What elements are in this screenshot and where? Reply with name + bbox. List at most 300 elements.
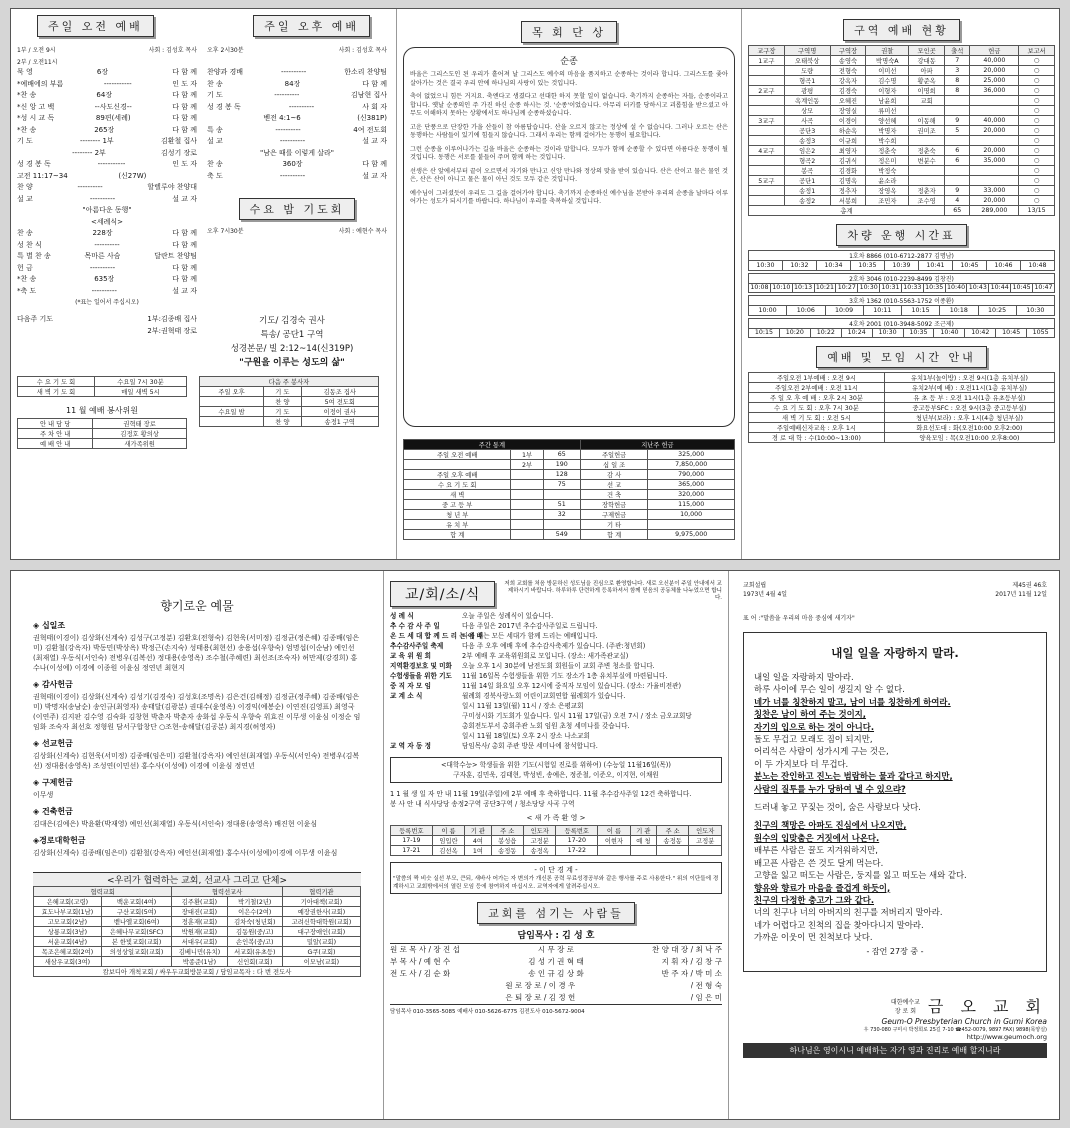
wed-prayer-details	[197, 314, 387, 370]
order-cell: 달란트 찬양팀	[154, 252, 197, 260]
order-cell: 다 함 께	[362, 79, 387, 88]
table-cell: 이동해	[909, 116, 945, 126]
table-cell: 기아대책(교회)	[282, 897, 360, 907]
table-cell: 6	[944, 146, 969, 156]
district-row	[749, 126, 1055, 136]
news-item-label: 추 수 감 사 주 일	[390, 622, 440, 630]
order-cell: -----------	[103, 79, 132, 88]
table-cell: 도량	[784, 66, 830, 76]
poem-line: 어리석은 사람이 성가시게 구는 것은,	[754, 746, 889, 757]
table-cell: 총계	[749, 206, 945, 216]
bus-time: 10:20	[779, 328, 810, 338]
heresy-title: - 이 단 경 계 -	[534, 866, 578, 874]
partner-row	[34, 927, 361, 937]
table-cell: 형곡1	[784, 76, 830, 86]
district-row	[749, 156, 1055, 166]
table-cell: 김귀식	[830, 156, 866, 166]
bus-time: 10:30	[749, 261, 783, 271]
order-cell: -------- 1부	[80, 137, 114, 145]
new-family-header: 기 관	[465, 826, 491, 836]
offering-names: 김상화(신계숙) 김종배(임은미) 김환철(강옥자) 예인선(최재열) 홍수사(이성예)이경예 이무생 이윤심	[33, 849, 338, 857]
district-title: 구역 예배 현황	[843, 19, 960, 41]
bus-title: 차량 운행 시간표	[836, 224, 966, 246]
table-cell: 수요일 7시 30분	[95, 377, 187, 387]
table-cell: 고정분	[689, 836, 722, 846]
next-week-row	[200, 417, 379, 427]
order-cell: -------- 2부	[72, 148, 106, 157]
order-row	[207, 125, 387, 137]
church-url[interactable]: http://www.geumoch.org	[966, 1033, 1047, 1041]
table-cell: 윤소라	[866, 176, 909, 186]
servant-row	[390, 992, 722, 1004]
order-cell: 설 교 자	[172, 286, 197, 295]
table-cell: 이규희	[830, 136, 866, 146]
partner-row	[34, 957, 361, 967]
partner-row	[34, 917, 361, 927]
table-cell	[200, 397, 264, 407]
table-cell: 33,000	[970, 186, 1019, 196]
stats-row	[404, 490, 735, 500]
table-cell	[909, 176, 945, 186]
table-cell: 20,000	[970, 66, 1019, 76]
partners-head-churches: 협력교회	[34, 887, 172, 897]
wed-prayer-time: 오후 7시30분	[207, 228, 244, 235]
bus-time: 10:47	[1034, 284, 1053, 292]
servant-cell: 원 로 목 사 / 장 진 섭	[390, 945, 460, 954]
bus-time: 10:30	[859, 284, 878, 292]
district-row	[749, 166, 1055, 176]
order-cell: 기 도	[17, 137, 33, 145]
table-cell: 송영숙	[830, 56, 866, 66]
table-cell	[970, 136, 1019, 146]
order-cell: 다 함 께	[172, 263, 197, 272]
next-week-row	[200, 407, 379, 417]
table-cell: 1부	[511, 450, 543, 460]
table-cell	[909, 106, 945, 116]
bus-time: 10:09	[825, 306, 863, 316]
offering-names: 권혁태(이경이) 김상화(신계숙) 김성기(김경숙) 김성호(조명옥) 김은건(김해정) 김정균(정주혜) 김종배(임은미) 박명자(송남순) 송인규(최영자) 송태달(김광분) 권대수(윤영옥) 이경익(예봉순) 이연진(김영표) 최영국(이연주) 김지판 김수영 김숙화 김창현 박춘자 박춘자 송화섭 우동식 우향숙 위효진 이무생 이윤심 이정순 임임화 조숙자 최선호 정형원 담서구합창단 ○조현-송해달(김공분) 최지경(허영자)	[33, 693, 361, 731]
order-cell: 다 함 께	[172, 102, 197, 111]
news-item	[390, 611, 722, 621]
news-item-text: 2부 예배 후 교육위원회로 모입니다. (장소: 새가족관교실)	[462, 652, 629, 660]
order-cell: 묵 영	[17, 68, 33, 76]
wed-special-song: 특송/ 공단1 구역	[260, 330, 324, 340]
poem-line: 향유와 향료가 마음을 즐겁게 하듯이,	[754, 882, 891, 893]
table-cell: 새가족위원	[93, 439, 187, 449]
order-row	[207, 159, 387, 171]
district-row	[749, 106, 1055, 116]
table-cell: 안 내 담 당	[18, 419, 93, 429]
info-column	[741, 9, 1060, 559]
table-cell: 25,000	[970, 76, 1019, 86]
founded: 교회설립 1973년 4월 4일	[743, 582, 788, 598]
poem-line: 배고픈 사람은 쓴 것도 달게 먹는다.	[754, 857, 884, 868]
table-cell: 찬 양	[264, 417, 302, 427]
order-cell: ----------	[288, 102, 315, 111]
table-cell: 115,000	[648, 500, 735, 510]
table-cell: 예장권한사(교회)	[282, 907, 360, 917]
table-cell: 김정호 황의상	[93, 429, 187, 439]
order-cell: *찬 송	[17, 275, 37, 283]
am-worship-time: 1부 / 오전 9시 2부 / 오전11시	[17, 47, 58, 66]
table-cell: 325,000	[648, 450, 735, 460]
servant-cell: 반 주 자 / 박 미 소	[661, 969, 722, 978]
table-cell: 박명자	[866, 126, 909, 136]
duty-row	[18, 429, 187, 439]
district-row	[749, 56, 1055, 66]
table-cell: 수 요 기 도 회 : 오후 7시 30분	[749, 403, 885, 413]
wed-scripture: 성경본문/ 빌 2:12~14(신319P)	[230, 344, 354, 354]
table-cell: 주일오전 2부예배 : 오전 11시	[749, 383, 885, 393]
news-item-label: 성 례 식	[390, 612, 414, 620]
bus-times-row	[749, 283, 1055, 293]
order-cell: 찬 송	[207, 79, 223, 88]
schedule-row	[18, 387, 187, 397]
table-cell: 김경숙	[830, 86, 866, 96]
order-cell: *신 앙 고 백	[17, 102, 55, 111]
duty-row	[18, 439, 187, 449]
offering-category: ◈경로대학헌금	[33, 836, 86, 845]
poem-line: 네가 어렵다고 친척의 집을 찾아다니지 말아라.	[754, 919, 924, 930]
order-cell: *축 도	[17, 286, 37, 295]
table-cell: 박기철(2년)	[227, 897, 282, 907]
bus-time: 10:15	[749, 328, 780, 338]
order-cell: 찬양과 경배	[207, 68, 244, 76]
district-row	[749, 186, 1055, 196]
news-item-text: 다음 주 오후 예배 후에 추수감사축제가 있습니다. (주관:청년회)	[462, 642, 646, 650]
table-cell: 효도나부교회(1남)	[34, 907, 102, 917]
order-cell: ----------	[279, 171, 306, 180]
table-cell: 옥계인동	[784, 96, 830, 106]
table-cell: 유 초 등 부 : 오전 11시(1층 유초등부실)	[884, 393, 1054, 403]
table-cell: 유치2부(예 배) : 오전11시(1층 유치부실)	[884, 383, 1054, 393]
order-cell: 다 함 께	[362, 160, 387, 168]
order-cell: 4여 전도회	[353, 125, 387, 134]
news-item-label: 교 육 위 원 회	[390, 652, 432, 660]
news-item-label: 교 역 자 동 정	[390, 742, 432, 750]
offering-category: ◈ 구제헌금	[33, 778, 73, 787]
partner-row	[34, 907, 361, 917]
next-prayers	[17, 314, 197, 370]
bus-time: 10:42	[965, 328, 996, 338]
meeting-row	[749, 383, 1055, 393]
partners-head-orgs: 협력기관	[282, 887, 360, 897]
next-week-table	[199, 376, 379, 427]
senior-pastor: 담임목사 : 김 성 호	[517, 931, 595, 941]
order-row	[17, 217, 197, 229]
weekly-stats-table	[403, 439, 735, 540]
schedule-row	[18, 377, 187, 387]
order-cell: 다 함 께	[172, 240, 197, 249]
new-family-table	[390, 825, 722, 856]
news-item-text: 구미성시화 기도회가 있습니다. 일시 11월 17일(금) 오전 7시 / 장소 금오교회당	[462, 712, 692, 720]
poem-line: 가까운 이웃이 먼 친척보다 낫다.	[754, 932, 873, 943]
stats-row	[404, 520, 735, 530]
partners-table	[33, 886, 361, 977]
new-family-header: 인도자	[523, 826, 555, 836]
table-cell: 새 벽	[404, 490, 511, 500]
bus-time: 10:11	[863, 306, 901, 316]
servant-cell: / 전 형 숙	[690, 981, 722, 990]
table-cell	[511, 500, 543, 510]
table-cell: 황준옥	[909, 76, 945, 86]
bulletin-inner-page	[10, 8, 1060, 560]
table-cell: 전형숙	[830, 66, 866, 76]
table-cell: 밀알(교회)	[282, 937, 360, 947]
table-cell: 65	[543, 450, 580, 460]
offering-names: 김상화(신계숙) 김현욱(서미정) 김종배(임은미) 김환철(강옥자) 예인선(최재열) 우동식(서인숙) 전병우(김복선) 정대용(송영옥) 조성연(이민선) 홍수사(이성예) 이경예 이윤심 정연년	[33, 752, 360, 770]
order-cell: 84장	[284, 79, 301, 88]
table-cell: 17-21	[391, 846, 433, 856]
next-week-row	[200, 397, 379, 407]
order-cell: 설 교	[17, 194, 33, 203]
table-cell: 예 청	[630, 836, 656, 846]
table-cell	[749, 66, 785, 76]
table-cell: 13/15	[1019, 206, 1055, 216]
table-cell: 새 벽 기 도 회 : 오전 5시	[749, 413, 885, 423]
table-cell: G쿠(교회)	[282, 947, 360, 957]
table-cell: 구제헌금	[580, 510, 648, 520]
stats-row	[404, 510, 735, 520]
order-cell: ----------	[91, 286, 117, 295]
table-cell: 합 계	[580, 530, 648, 540]
district-row	[749, 76, 1055, 86]
news-item	[390, 671, 722, 681]
bus-route-header	[749, 273, 1055, 283]
district-row	[749, 116, 1055, 126]
table-cell: 주일 오후 예배	[404, 470, 511, 480]
wed-sermon-title: "구원을 이루는 성도의 삶"	[239, 358, 345, 368]
table-cell	[749, 96, 785, 106]
table-cell: 정춘자	[909, 186, 945, 196]
servant-cell: 부 목 사 / 예 현 수	[390, 957, 451, 966]
table-cell: 190	[543, 460, 580, 470]
table-cell: 사곡	[784, 116, 830, 126]
order-row	[17, 240, 197, 252]
table-cell: 박명숙A	[866, 56, 909, 66]
bus-times-row	[749, 328, 1055, 338]
district-total-row	[749, 206, 1055, 216]
table-cell: 봉곡	[784, 166, 830, 176]
order-cell: 찬 송	[207, 160, 223, 168]
table-cell: 조민자	[866, 196, 909, 206]
table-cell	[630, 846, 656, 856]
table-cell: 주일헌금	[580, 450, 648, 460]
district-header: 권찰	[866, 46, 909, 56]
table-cell	[970, 96, 1019, 106]
servant-cell: 지 휘 자 / 김 창 구	[661, 957, 722, 966]
order-row	[17, 136, 197, 148]
table-cell: 4여	[465, 836, 491, 846]
order-cell: 특 송	[207, 125, 223, 134]
table-cell: 수 요 기 도 회	[404, 480, 511, 490]
table-cell: 하순옥	[830, 126, 866, 136]
meeting-row	[749, 423, 1055, 433]
news-item-label: 온 드 세 대 합 께 드 리 는 예 배	[390, 632, 484, 640]
news-item	[390, 661, 722, 671]
poem-line: 자기의 입으로 하는 것이 아니다.	[754, 721, 875, 732]
table-cell	[970, 106, 1019, 116]
news-item-text: 11월 16일목 수험생들을 위한 기도 장소가 1층 유치부실에 마련됩니다.	[462, 672, 668, 680]
table-cell: 35,000	[970, 156, 1019, 166]
table-cell: 본 한빛교회(교회)	[101, 937, 171, 947]
order-row	[17, 171, 197, 183]
table-cell	[970, 176, 1019, 186]
bus-time: 10:44	[990, 284, 1009, 292]
order-cell: 축 도	[207, 171, 223, 180]
service-notice: 봉 사 안 내 식사당당 송정2구역 공단3구역 / 청소당당 사곡 구역	[390, 800, 575, 808]
order-cell: 635장	[94, 275, 115, 283]
meetings-title: 예배 및 모임 시간 안내	[816, 346, 987, 368]
bus-route-table	[748, 250, 1055, 271]
table-cell: ○	[1019, 186, 1055, 196]
table-cell	[749, 136, 785, 146]
offering-names: 권혁태(이경이) 김상화(신계숙) 김성구(고정분) 김환호(전형숙) 김현욱(서미정) 김정균(정은혜) 김종배(임은미) 김환철(강옥자) 박동민(박상옥) 박정근(손지숙) 성태용(최현선) 송용섭(우향숙) 엄명섭(이순남) 예인선(최재열) 우동식(서인숙) 전병우(김복선) 정대용(송영옥) 조수철(주혜련) 최선조(조숙자) 허만제(강경희) 홍수나(이성예) 이경예 이종원 이윤심 정연년 최현지	[33, 634, 360, 672]
table-cell: 고려신학대학원(교회)	[282, 917, 360, 927]
table-cell: 의성상일교회(교회)	[101, 947, 171, 957]
table-cell: 2교구	[749, 86, 785, 96]
order-cell: *찬 송	[17, 125, 37, 134]
table-cell	[749, 186, 785, 196]
table-cell: 8	[944, 86, 969, 96]
new-family-row	[391, 836, 722, 846]
bus-time: 10:45	[996, 328, 1027, 338]
stats-row	[404, 450, 735, 460]
exam-prayer-box	[390, 757, 722, 783]
table-cell: 정훈재(교회)	[172, 917, 227, 927]
poem-box	[743, 632, 1047, 972]
table-cell: 장영실	[830, 106, 866, 116]
order-cell: 찬 양	[17, 183, 33, 191]
meeting-row	[749, 403, 1055, 413]
denomination: 대한예수교 장 로 회	[890, 998, 920, 1015]
table-cell: 고정분	[523, 836, 555, 846]
table-cell: ○	[1019, 196, 1055, 206]
bus-time: 10:30	[1016, 306, 1054, 316]
table-cell	[511, 520, 543, 530]
table-cell: 김경화	[830, 166, 866, 176]
partner-row	[34, 897, 361, 907]
bus-time: 10:06	[787, 306, 825, 316]
bus-time: 10:48	[1021, 261, 1055, 271]
table-cell: ○	[1019, 76, 1055, 86]
district-header: 보고서	[1019, 46, 1055, 56]
poem-line: 친구의 다정한 충고가 그와 같다.	[754, 894, 875, 905]
table-cell: 새삼우교회(3여)	[34, 957, 102, 967]
table-cell: 박정숙	[866, 166, 909, 176]
table-cell: 박원재(교회)	[172, 927, 227, 937]
order-row	[17, 228, 197, 240]
table-cell: 3	[944, 66, 969, 76]
table-cell	[944, 136, 969, 146]
table-cell	[944, 176, 969, 186]
table-cell: 이정이 권사	[301, 407, 378, 417]
bus-time: 10:10	[772, 284, 791, 292]
next-prayer-1: 1부:김종배 집사	[147, 315, 197, 323]
table-cell: 목조은혜교회(2여)	[34, 947, 102, 957]
bus-time: 10:21	[815, 284, 835, 292]
bus-time: 10:15	[902, 306, 940, 316]
news-item-label: 지역환경보호 및 미화	[390, 662, 452, 670]
table-cell: 임은2	[784, 146, 830, 156]
table-cell: 송정옥	[523, 846, 555, 856]
order-cell: --사도신경--	[94, 102, 132, 111]
district-row	[749, 176, 1055, 186]
table-cell: 변분수	[909, 156, 945, 166]
district-row	[749, 136, 1055, 146]
table-cell: 송정1	[784, 186, 830, 196]
table-cell: 정춘숙	[866, 146, 909, 156]
table-cell: ○	[1019, 136, 1055, 146]
servant-row	[390, 944, 722, 956]
table-cell: 주 일 오 후 예 배 : 오후 2시 30분	[749, 393, 885, 403]
order-row	[207, 136, 387, 148]
table-cell: 중고등부SFC : 오전 9시(3층 중고등부실)	[884, 403, 1054, 413]
table-cell: 양선혜	[866, 116, 909, 126]
poem-line: 친구의 책망은 아파도 진심에서 나오지만,	[754, 820, 907, 831]
motto: 표 어 :"말씀을 우리의 마음 중심에 새기자"	[743, 615, 855, 622]
bulletin-outer-page	[10, 570, 1060, 1120]
order-cell: *성 시 교 독	[17, 114, 55, 122]
poem-line: 칭찬은 남이 하여 주는 것이지,	[754, 709, 866, 720]
news-item-text: 일시 11월 13일(월) 11시 / 장소 은평교회	[462, 702, 584, 710]
order-cell: 설 교 자	[362, 137, 387, 145]
bus-route-header	[749, 251, 1055, 261]
servant-cell: 김 성 기 권 혁 태	[528, 957, 584, 966]
table-cell: 9	[944, 116, 969, 126]
order-cell: 사 회 자	[362, 102, 387, 111]
bus-time: 10:40	[934, 328, 965, 338]
table-cell	[511, 530, 543, 540]
table-cell: 화요선도대 : 화(오전10:00 오후2:00)	[884, 423, 1054, 433]
table-cell: 51	[543, 500, 580, 510]
table-cell: 7,850,000	[648, 460, 735, 470]
table-cell: 공단3	[784, 126, 830, 136]
table-cell: 289,000	[970, 206, 1019, 216]
table-cell: 은혜교회(고령)	[34, 897, 102, 907]
poem-line: 배부른 사람은 꿀도 지겨워하지만,	[754, 845, 878, 856]
order-cell: ----------	[89, 194, 116, 203]
new-family-header: 이 름	[432, 826, 464, 836]
meeting-row	[749, 433, 1055, 443]
poem-line: 돌도 무겁고 모래도 짐이 되지만,	[754, 734, 873, 745]
table-cell: 7	[944, 56, 969, 66]
order-cell: ----------	[275, 125, 301, 134]
table-cell: 찬 양	[264, 397, 302, 407]
table-cell: 주 차 안 내	[18, 429, 93, 439]
table-cell: 5여 전도회	[301, 397, 378, 407]
table-cell: 주일오전 1부예배 : 오전 9시	[749, 373, 885, 383]
table-cell: 중 고 등 부	[404, 500, 511, 510]
table-cell: 이미선	[866, 66, 909, 76]
table-cell: 8	[944, 76, 969, 86]
poem-line: 너의 친구나 너의 아버지의 친구를 저버리지 말아라.	[754, 907, 943, 918]
order-cell: 헌 금	[17, 263, 33, 272]
table-cell	[598, 846, 630, 856]
bus-time: 10:00	[749, 306, 787, 316]
offering-category: ◈ 십일조	[33, 621, 66, 630]
news-item-text: 오늘 오후 1시 30분에 남전도회 회원들이 교회 주변 청소를 합니다.	[462, 662, 655, 670]
table-cell: 류미선	[866, 106, 909, 116]
table-cell: 김동원(중/고)	[227, 927, 282, 937]
table-cell: 강옥자	[830, 76, 866, 86]
table-cell: 유치1부(놀이방) : 오전 9시(1층 유치부실)	[884, 373, 1054, 383]
district-header: 출석	[944, 46, 969, 56]
poem-line: 사람의 질투를 누가 당하여 낼 수 있으랴?	[754, 783, 906, 794]
order-row	[207, 67, 387, 79]
table-cell: 김베니민(유치)	[172, 947, 227, 957]
district-header: 구역명	[784, 46, 830, 56]
